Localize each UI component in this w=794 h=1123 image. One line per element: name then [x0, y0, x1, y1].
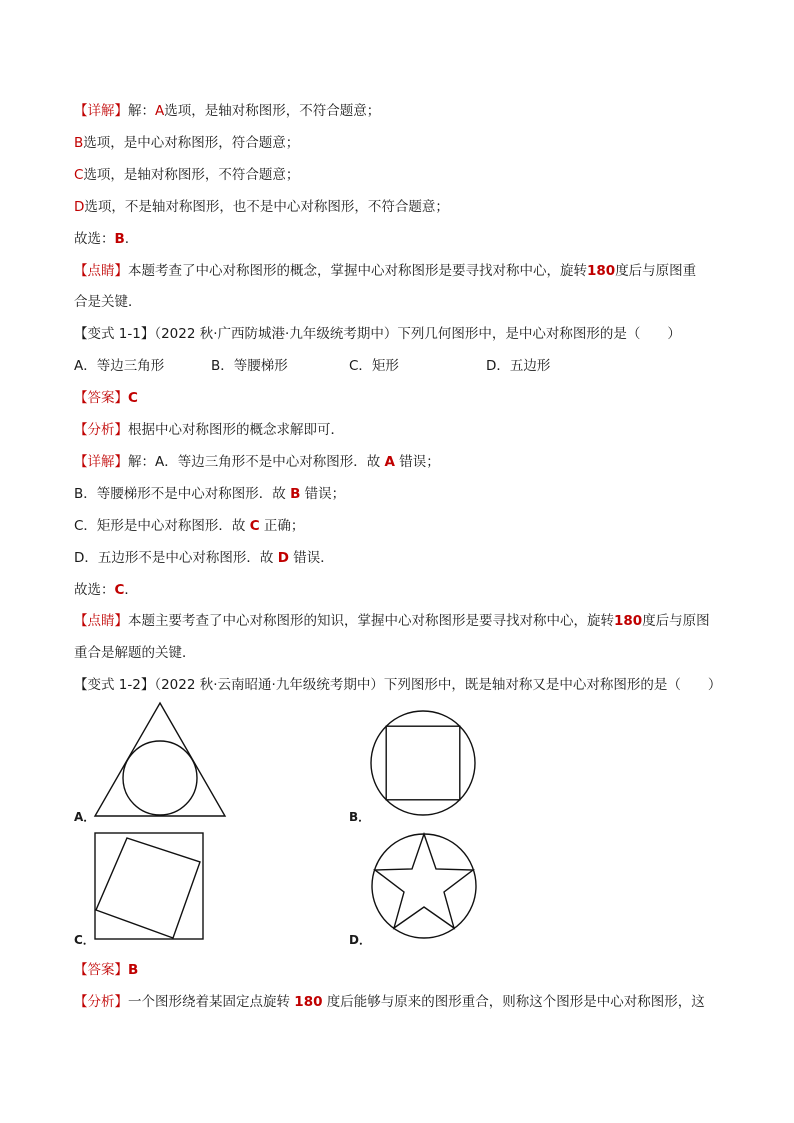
detail-line-1: 【详解】解：A选项，是轴对称图形，不符合题意；	[74, 103, 381, 119]
option-b: B．等腰梯形	[211, 358, 288, 374]
option-a: A．等边三角形	[74, 358, 165, 374]
variant-tag: 【变式 1-2】	[74, 677, 155, 693]
comment-2-line-2: 重合是解题的关键．	[74, 645, 196, 661]
option-d: D．五边形	[486, 358, 551, 374]
comment-line-2: 合是关键．	[74, 294, 142, 310]
detail-2-line-1: 【详解】解：A．等边三角形不是中心对称图形．故 A 错误；	[74, 454, 440, 470]
answer-line-1: 【答案】C	[74, 390, 138, 406]
variant-1-2-question: 【变式 1-2】（2022 秋·云南昭通·九年级统考期中）下列图形中，既是轴对称又是中心对称图形的是（ ）	[74, 677, 722, 693]
square-rotated-square-icon	[94, 832, 206, 942]
figure-label-a: A．	[74, 810, 96, 824]
option-c: C．矩形	[349, 358, 399, 374]
figure-label-c: C．	[74, 933, 95, 947]
choice-line-1: 故选：B.	[74, 231, 130, 247]
detail-2-line-2: B．等腰梯形不是中心对称图形．故 B 错误；	[74, 486, 346, 502]
detail-tag: 【详解】	[74, 103, 128, 119]
comment-line-1: 【点睛】本题考查了中心对称图形的概念，掌握中心对称图形是要寻找对称中心，旋转180度后与原图重	[74, 263, 697, 279]
variant-tag: 【变式 1-1】	[74, 326, 155, 342]
circle-inscribed-square-icon	[368, 708, 478, 818]
choice-line-2: 故选：C．	[74, 582, 138, 598]
comment-tag: 【点睛】	[74, 263, 128, 279]
comment-2-line-1: 【点睛】本题主要考查了中心对称图形的知识，掌握中心对称图形是要寻找对称中心，旋转180度后与原图	[74, 613, 710, 629]
figure-label-b: B．	[349, 810, 371, 824]
answer-line-2: 【答案】B	[74, 962, 139, 978]
detail-line-4: D选项，不是轴对称图形，也不是中心对称图形，不符合题意；	[74, 199, 449, 215]
detail-line-2: B选项，是中心对称图形，符合题意；	[74, 135, 300, 151]
circle-star-icon	[370, 832, 478, 940]
triangle-incircle-icon	[90, 700, 230, 820]
detail-2-line-3: C．矩形是中心对称图形．故 C 正确；	[74, 518, 305, 534]
analysis-line-1: 【分析】根据中心对称图形的概念求解即可．	[74, 422, 344, 438]
analysis-line-2: 【分析】一个图形绕着某固定点旋转 180 度后能够与原来的图形重合，则称这个图形是中心对称图形，这	[74, 994, 705, 1010]
figure-label-d: D．	[349, 933, 371, 947]
variant-1-1-question: 【变式 1-1】（2022 秋·广西防城港·九年级统考期中）下列几何图形中，是中心对称图形的是（ ）	[74, 326, 681, 342]
detail-line-3: C选项，是轴对称图形，不符合题意；	[74, 167, 300, 183]
detail-2-line-4: D．五边形不是中心对称图形．故 D 错误．	[74, 550, 334, 566]
